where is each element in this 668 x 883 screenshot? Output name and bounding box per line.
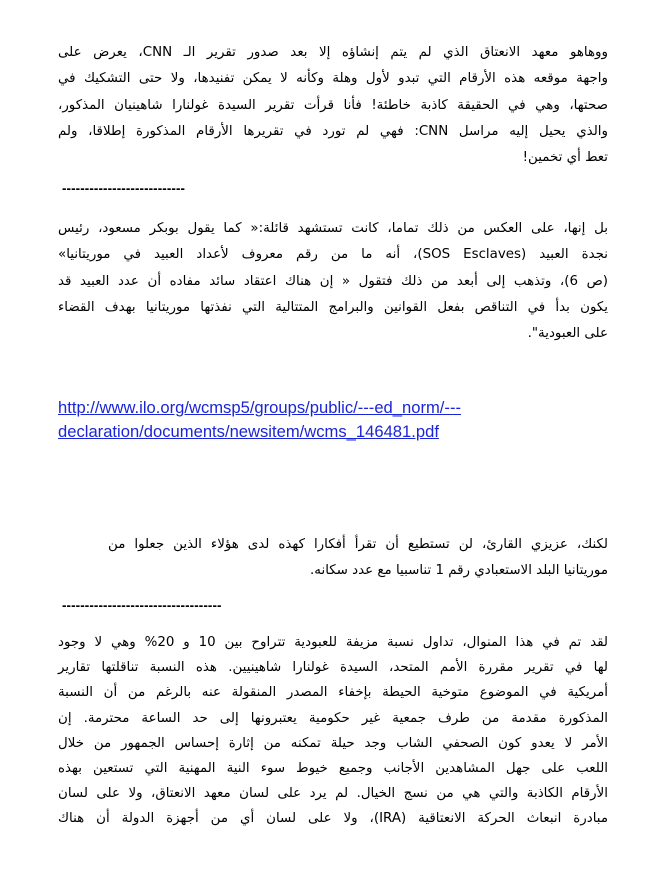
paragraph-4 [58,630,608,832]
paragraph-4-line: مبادرة انبعاث الحركة الانعتاقية (IRA)، ولا على لسان أي من أجهزة الدولة أن هناك [58,811,609,827]
link-line: declaration/documents/newsitem/wcms_146481.pdf [58,421,439,441]
link-line: http://www.ilo.org/wcmsp5/groups/public/---ed_norm/--- [58,398,461,417]
paragraph-3-line: لكنك، عزيزي القارئ، لن تستطيع أن تقرأ أفكارا كهذه لدى هؤلاء الذين جعلوا من [108,537,608,552]
paragraph-3 [108,532,608,585]
separator-dashes: ----------------------------------- [62,598,222,613]
ilo-document-link[interactable] [58,396,461,443]
paragraph-1-line: واجهة موقعه هذه الأرقام التي تبدو لأول وهلة وكأنه لا يمكن تفنيدها، ولا حتى التشكيك في [58,71,608,87]
paragraph-4-line: لها في تقرير مقررة الأمم المتحد، السيدة غولنارا شاهينيين. هذه النسبة تناقلتها تقارير [58,660,608,676]
paragraph-4-line: لقد تم في هذا المنوال، تداول نسبة مزيفة للعبودية تتراوح بين 10 و 20% وهي لا وجود [58,635,609,650]
paragraph-2-line: بل إنها، على العكس من ذلك تماما، كانت تستشهد قائلة:« كما يقول بوبكر مسعود، رئيس [58,221,608,236]
separator-dashes: --------------------------- [62,181,186,196]
paragraph-1 [58,40,608,171]
paragraph-2-line: نجدة العبيد (SOS Esclaves)، أنه ما من رقم معروف لأعداد العبيد في موريتانيا» [58,247,608,263]
paragraph-4-line: المذكورة مقدمة من طرف جمعية غير حكومية يعتبرونها إلى حد الساعة محترمة. إن [58,710,608,726]
paragraph-1-line: والذي يحيل إليه مراسل CNN: فهي لم تورد في تقريرها الأرقام المذكورة إطلاقا، ولم [58,123,608,139]
paragraph-4-line: الأمر لا يعدو كون الصحفي الشاب وجد حيلة تمكنه من إثارة إحساس الجمهور من خلال [58,735,608,751]
paragraph-4-line: اللعب على جهل المشاهدين الأجانب وجميع خيوط سوء النية المهنية التي تستعين بهذه [58,761,608,777]
paragraph-3-line: موريتانيا البلد الاستعبادي رقم 1 تناسبيا مع عدد سكانه. [310,563,608,579]
paragraph-2 [58,216,608,347]
paragraph-2-line: يكون بدأ في التناقص بفعل القوانين والبرامج المتتالية التي نفذتها موريتانيا بهدف القضاء [58,299,608,315]
paragraph-2-line: (ص 6)، وتذهب إلى أبعد من ذلك فتقول « إن هناك اعتقاد سائد مفاده أن عدد العبيد قد [58,273,608,289]
paragraph-1-line: تعط أي تخمين! [522,150,608,166]
paragraph-1-line: صحتها، وهي في الحقيقة كاذبة خاطئة! فأنا قرأت تقرير السيدة غولنارا شاهينيان المذكور، [58,97,608,113]
paragraph-1-line: ووهاهو معهد الانعتاق الذي لم يتم إنشاؤه إلا بعد صدور تقرير الـ CNN، يعرض على [58,45,608,60]
paragraph-4-line: الأرقام الكاذبة والتي هي من نسج الخيال. لم يرد على لسان معهد الانعتاق، ولا على لسان [58,786,608,802]
paragraph-2-line: على العبودية". [527,326,608,342]
paragraph-4-line: أمريكية في الموضوع متوخية الحيطة بإخفاء المصدر المنقولة عنه بالرغم من أن النسبة [58,685,608,701]
